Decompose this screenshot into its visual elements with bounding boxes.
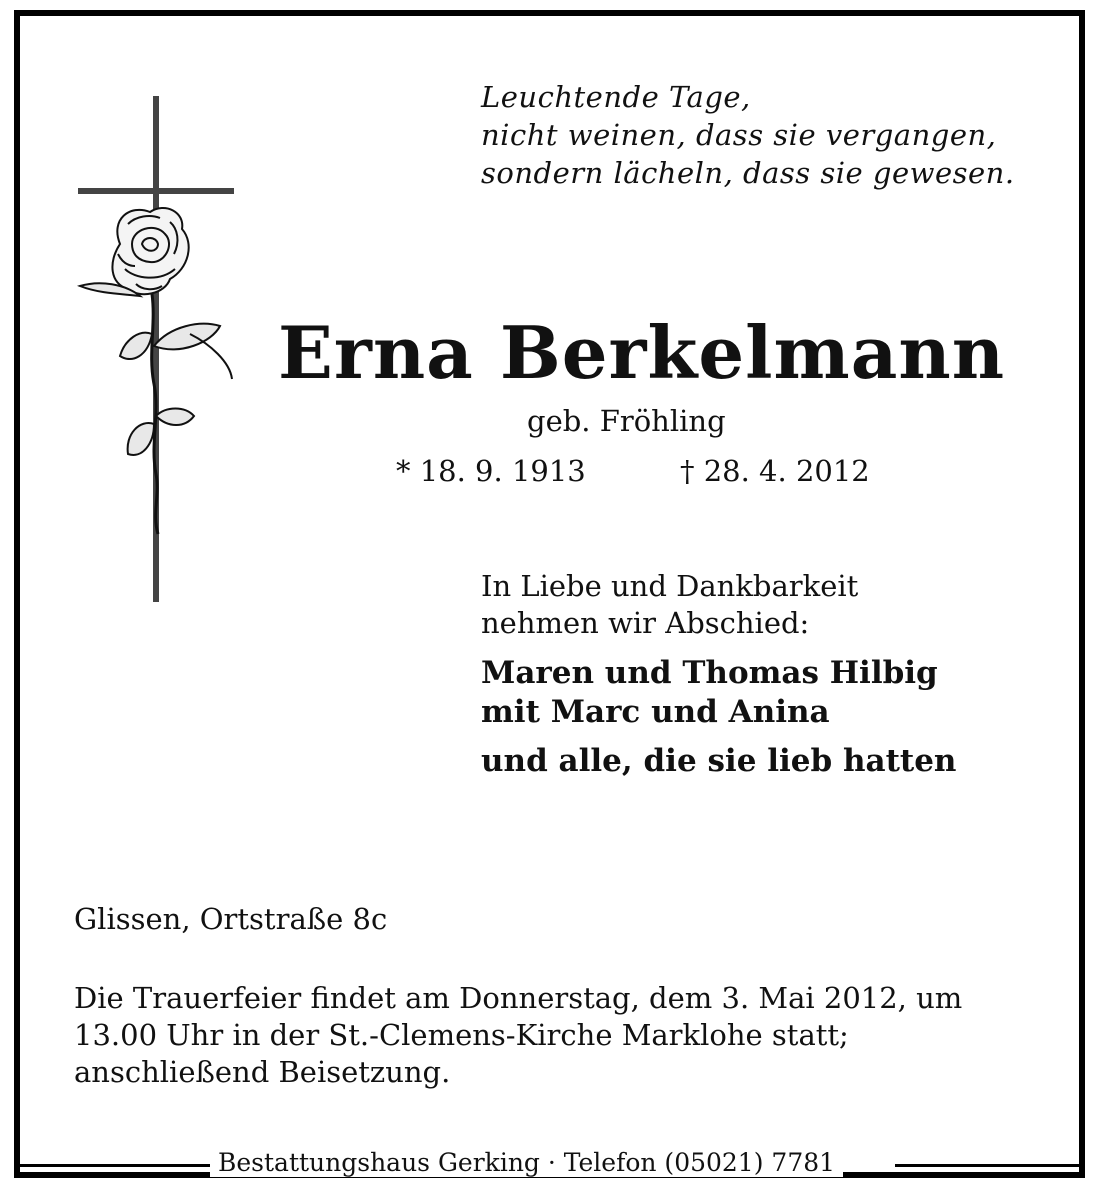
poem-line: Leuchtende Tage, xyxy=(481,80,751,114)
cross-with-rose-icon xyxy=(70,94,240,606)
poem-line: sondern lächeln, dass sie gewesen. xyxy=(481,156,1015,190)
mourners-line: mit Marc und Anina xyxy=(481,694,830,730)
birth-date: * 18. 9. 1913 xyxy=(396,454,586,488)
ceremony-info xyxy=(74,980,1034,1091)
funeral-home-footer: Bestattungshaus Gerking · Telefon (05021) 7781 xyxy=(210,1148,843,1177)
mourners-line: Maren und Thomas Hilbig xyxy=(481,655,938,691)
address: Glissen, Ortstraße 8c xyxy=(74,902,388,936)
farewell-text xyxy=(481,568,858,642)
death-date: † 28. 4. 2012 xyxy=(680,454,870,488)
footer-rule-left xyxy=(20,1164,210,1167)
mourners xyxy=(481,654,956,781)
farewell-line: nehmen wir Abschied: xyxy=(481,606,810,640)
ceremony-line: Die Trauerfeier findet am Donnerstag, dem 3. Mai 2012, um xyxy=(74,981,963,1015)
poem xyxy=(481,78,1015,192)
maiden-name: geb. Fröhling xyxy=(527,404,726,438)
farewell-line: In Liebe und Dankbarkeit xyxy=(481,569,859,603)
deceased-name: Erna Berkelmann xyxy=(278,310,1006,395)
ceremony-line: anschließend Beisetzung. xyxy=(74,1055,451,1089)
footer-rule-right xyxy=(895,1164,1079,1167)
poem-line: nicht weinen, dass sie vergangen, xyxy=(481,118,997,152)
ceremony-line: 13.00 Uhr in der St.-Clemens-Kirche Marklohe statt; xyxy=(74,1018,849,1052)
mourners-line: und alle, die sie lieb hatten xyxy=(481,743,957,779)
